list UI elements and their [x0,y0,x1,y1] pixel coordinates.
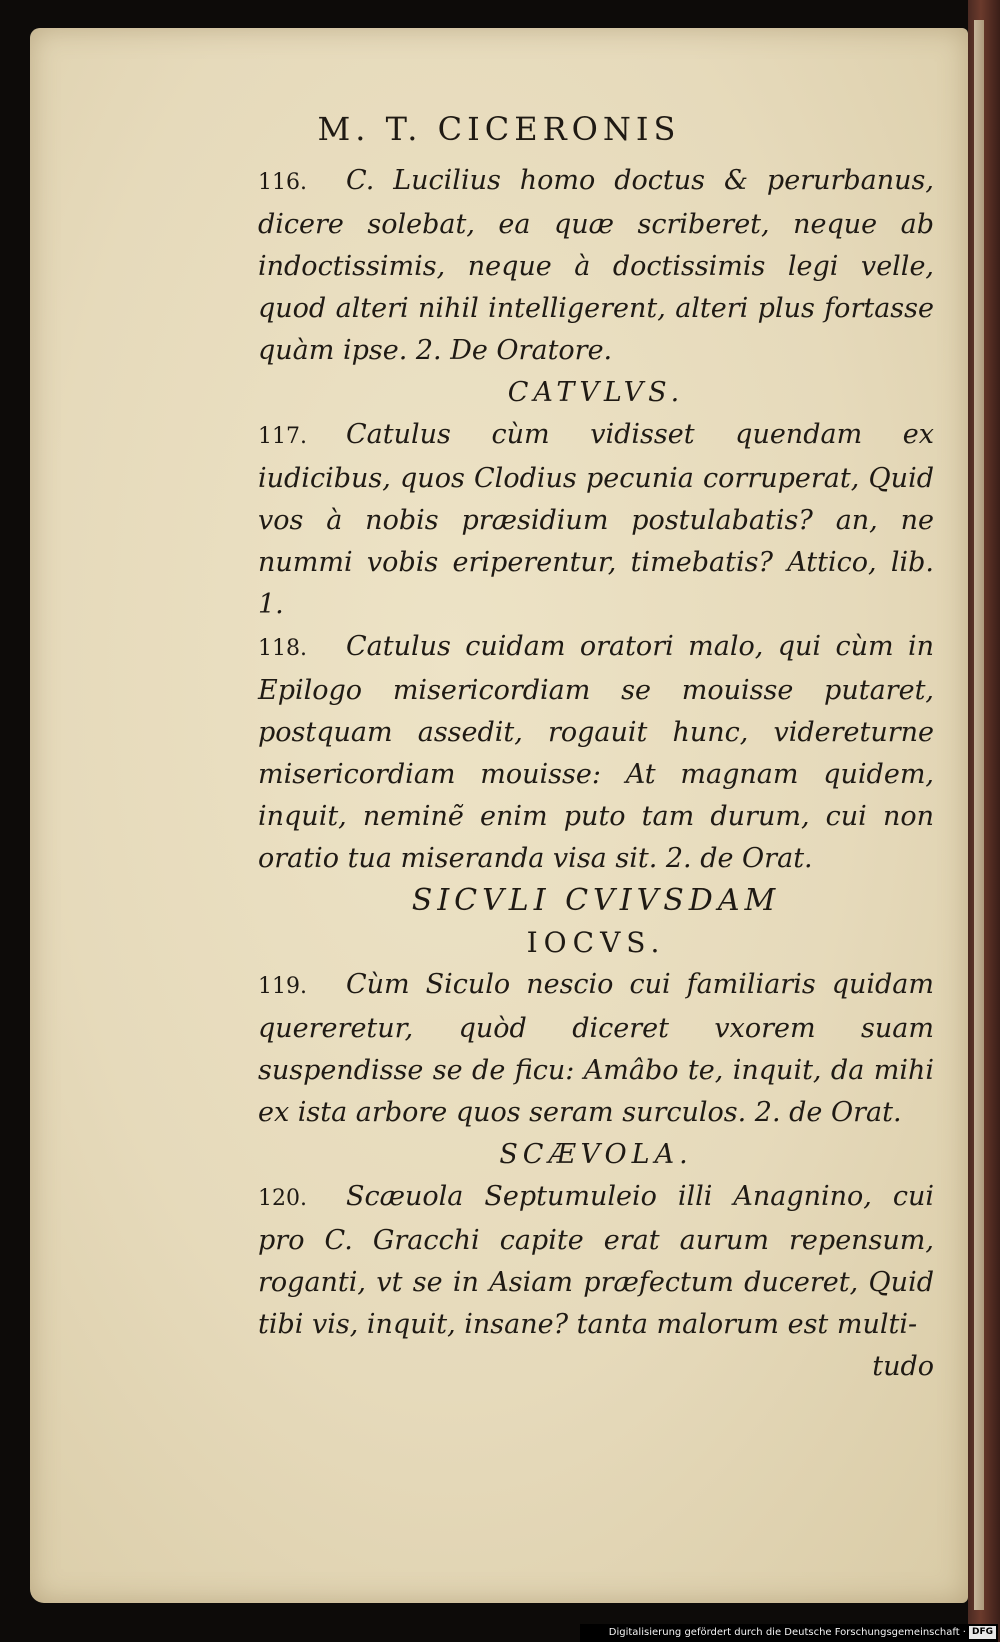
entry-117 [258,414,934,626]
book-edge [968,0,1000,1642]
footer-text: Digitalisierung gefördert durch die Deutsche Forschungsgemeinschaft · [608,1627,966,1638]
entry-text: Cùm Siculo nescio cui familiaris quidam quereretur, quòd diceret vxorem suam suspendisse se de ficu: Amâbo te, inquit, da mihi ex ista arbore quos seram surculos. 2. de Orat. [258,969,934,1128]
dfg-logo-icon: DFG [969,1626,996,1639]
catchword: tudo [872,1351,934,1382]
entry-text: Catulus cuidam oratori malo, qui cùm in Epilogo misericordiam se mouisse putaret, postquam assedit, rogauit hunc, videreturne misericordiam mouisse: At magnam quidem, inquit, neminẽ enim puto tam durum, cui non oratio tua miseranda visa sit. 2. de Orat. [258,631,934,874]
entry-number: 117. [258,424,307,449]
entry-number: 116. [258,170,307,195]
entry-text: Catulus cùm vidisset quendam ex iudicibus, quos Clodius pecunia corruperat, Quid vos à nobis præsidium postulabatis? an, ne nummi vobis eriperentur, timebatis? Attico, lib. 1. [258,419,934,620]
entry-119 [258,964,934,1134]
entry-number: 120. [258,1186,307,1211]
entry-116 [258,160,934,372]
running-head: M. T. CICERONIS [317,110,681,148]
digitization-footer [580,1624,998,1642]
page-text [258,160,934,1388]
section-heading-iocus: IOCVS. [526,926,666,959]
book-page [30,28,968,1603]
section-heading-siculi: SICVLI CVIVSDAM [411,883,781,918]
entry-number: 119. [258,974,307,999]
entry-text: C. Lucilius homo doctus & perurbanus, dicere solebat, ea quæ scriberet, neque ab indoctissimis, neque à doctissimis legi velle, quod alteri nihil intelligerent, alteri plus fortasse quàm ipse. 2. De Oratore. [258,165,934,366]
entry-118 [258,626,934,880]
section-heading-catulus: CATVLVS. [507,377,685,408]
entry-text: Scæuola Septumuleio illi Anagnino, cui pro C. Gracchi capite erat aurum repensum, roganti, vt se in Asiam præfectum duceret, Quid tibi vis, inquit, insane? tanta malorum est multi- [258,1181,934,1340]
entry-120 [258,1176,934,1346]
section-heading-scaevola: SCÆVOLA. [499,1139,693,1170]
entry-number: 118. [258,636,307,661]
